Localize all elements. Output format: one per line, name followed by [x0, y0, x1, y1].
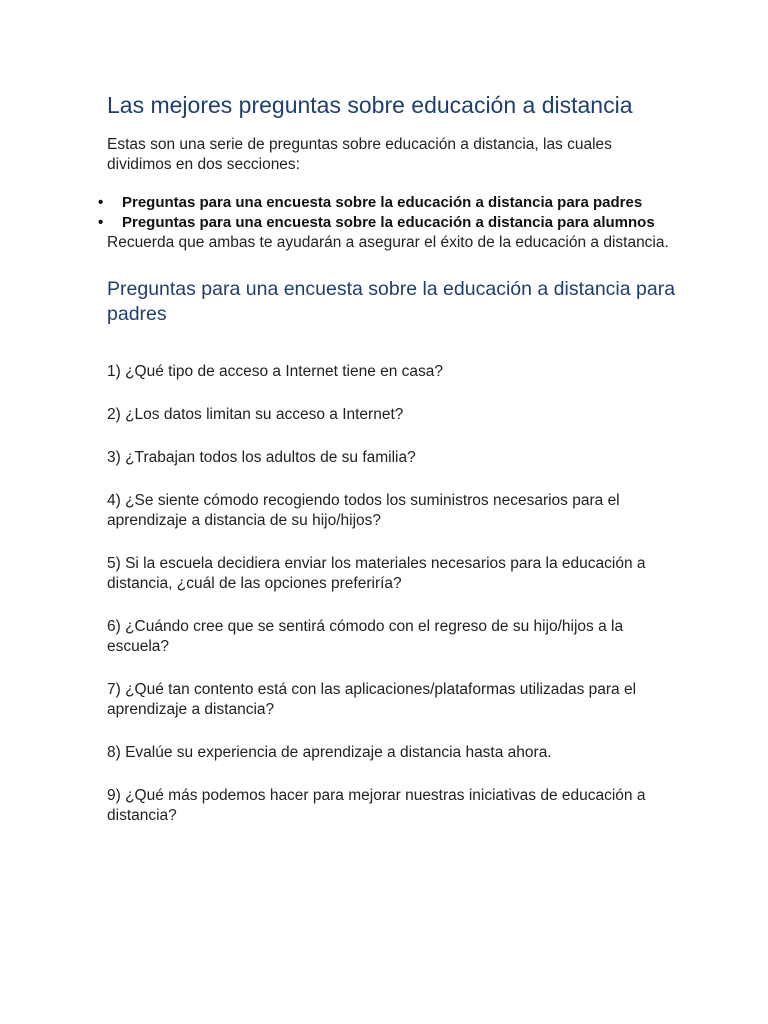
reminder-paragraph: Recuerda que ambas te ayudarán a asegurar el éxito de la educación a distancia.: [107, 234, 669, 251]
bullet-text: Preguntas para una encuesta sobre la educación a distancia para padres: [122, 194, 643, 211]
question-item: 2) ¿Los datos limitan su acceso a Internet?: [107, 406, 404, 423]
question-item: 5) Si la escuela decidiera enviar los materiales necesarios para la educación a distancia, ¿cuál de las opciones preferiría?: [107, 555, 646, 592]
section-heading-parents: Preguntas para una encuesta sobre la educación a distancia para padres: [107, 278, 676, 325]
page-title: Las mejores preguntas sobre educación a distancia: [107, 92, 633, 118]
question-item: 3) ¿Trabajan todos los adultos de su familia?: [107, 449, 416, 466]
bullet-item-students: [98, 213, 677, 233]
bullet-item-parents: [98, 193, 677, 213]
question-item: 6) ¿Cuándo cree que se sentirá cómodo con el regreso de su hijo/hijos a la escuela?: [107, 618, 624, 655]
bullet-icon: •: [98, 194, 104, 211]
question-item: 9) ¿Qué más podemos hacer para mejorar nuestras iniciativas de educación a distancia?: [107, 787, 646, 824]
questions-list: [107, 362, 677, 826]
sections-bullet-list: [98, 193, 677, 233]
document-page: [98, 90, 677, 849]
bullet-text: Preguntas para una encuesta sobre la educación a distancia para alumnos: [122, 214, 655, 231]
question-item: 7) ¿Qué tan contento está con las aplicaciones/plataformas utilizadas para el aprendizaje a distancia?: [107, 681, 637, 718]
question-item: 8) Evalúe su experiencia de aprendizaje a distancia hasta ahora.: [107, 744, 552, 761]
intro-paragraph: Estas son una serie de preguntas sobre educación a distancia, las cuales dividimos en dos secciones:: [107, 136, 612, 173]
bullet-icon: •: [98, 214, 104, 231]
question-item: 1) ¿Qué tipo de acceso a Internet tiene en casa?: [107, 363, 444, 380]
question-item: 4) ¿Se siente cómodo recogiendo todos los suministros necesarios para el aprendizaje a distancia de su hijo/hijos?: [107, 492, 620, 529]
